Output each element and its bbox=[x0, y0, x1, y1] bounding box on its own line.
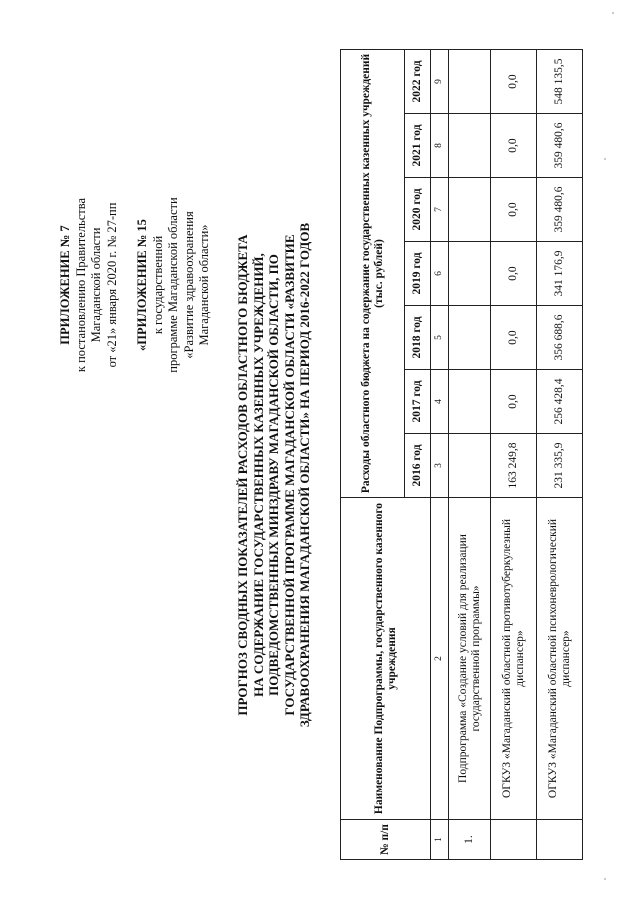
row-value: 0,0 bbox=[491, 242, 537, 306]
scan-speck bbox=[612, 12, 614, 14]
table-row bbox=[491, 50, 537, 860]
appendix-line: Магаданской области bbox=[89, 227, 103, 343]
appendix-line: «Развитие здравоохранения bbox=[181, 211, 196, 359]
row-value: 163 249,8 bbox=[491, 434, 537, 498]
row-name: ОГКУЗ «Магаданский областной противотуберкулезный диспансер» bbox=[491, 498, 537, 820]
column-number: 3 bbox=[431, 434, 449, 498]
appendix-line: к постановлению Правительства bbox=[73, 197, 88, 373]
column-number: 9 bbox=[431, 50, 449, 114]
row-name: ОГКУЗ «Магаданский областной психоневрологический диспансер» bbox=[537, 498, 583, 820]
scan-speck bbox=[604, 158, 606, 160]
row-value bbox=[449, 50, 491, 114]
row-value bbox=[449, 370, 491, 434]
table-row bbox=[449, 50, 491, 860]
scan-speck bbox=[604, 878, 606, 880]
row-value: 0,0 bbox=[491, 114, 537, 178]
column-number: 7 bbox=[431, 178, 449, 242]
column-number: 8 bbox=[431, 114, 449, 178]
row-value bbox=[449, 306, 491, 370]
year-header: 2018 год bbox=[405, 306, 431, 370]
row-value bbox=[449, 178, 491, 242]
heading-line: ГОСУДАРСТВЕННОЙ ПРОГРАММЕ МАГАДАНСКОЙ ОБЛАСТИ «РАЗВИТИЕ bbox=[281, 234, 297, 716]
row-num bbox=[491, 820, 537, 860]
appendix-line: программе Магаданской области bbox=[166, 197, 180, 373]
row-num: 1. bbox=[449, 820, 491, 860]
appendix-line: от «21» января 2020 г. № 27-пп bbox=[104, 202, 119, 368]
year-header: 2021 год bbox=[405, 114, 431, 178]
year-header: 2019 год bbox=[405, 242, 431, 306]
table-row bbox=[537, 50, 583, 860]
col-header-name: Наименование Подпрограммы, государственного казенного учреждения bbox=[341, 498, 431, 820]
year-header: 2017 год bbox=[405, 370, 431, 434]
appendix-title: ПРИЛОЖЕНИЕ № 7 bbox=[58, 225, 72, 345]
heading-line: НА СОДЕРЖАНИЕ ГОСУДАРСТВЕННЫХ КАЗЕННЫХ УЧРЕЖДЕНИЙ, bbox=[250, 253, 266, 697]
sub-appendix-title: «ПРИЛОЖЕНИЕ № 15 bbox=[135, 219, 149, 351]
row-value: 359 480,6 bbox=[537, 114, 583, 178]
row-value bbox=[449, 434, 491, 498]
document-heading bbox=[235, 155, 313, 795]
expenses-table bbox=[340, 49, 583, 860]
heading-line: ПРОГНОЗ СВОДНЫХ ПОКАЗАТЕЛЕЙ РАСХОДОВ ОБЛАСТНОГО БЮДЖЕТА bbox=[235, 234, 250, 716]
heading-line: ПОДВЕДОМСТВЕННЫХ МИНЗДРАВУ МАГАДАНСКОЙ ОБЛАСТИ, ПО bbox=[266, 254, 281, 696]
column-number: 1 bbox=[431, 820, 449, 860]
row-value: 359 480,6 bbox=[537, 178, 583, 242]
row-value: 356 688,6 bbox=[537, 306, 583, 370]
appendix-line: Магаданской области» bbox=[197, 224, 211, 346]
row-value bbox=[449, 114, 491, 178]
col-header-num: № п/п bbox=[341, 820, 431, 860]
year-header: 2022 год bbox=[405, 50, 431, 114]
row-value: 0,0 bbox=[491, 370, 537, 434]
year-header: 2016 год bbox=[405, 434, 431, 498]
column-number: 6 bbox=[431, 242, 449, 306]
column-number: 5 bbox=[431, 306, 449, 370]
row-num bbox=[537, 820, 583, 860]
col-header-expenses: Расходы областного бюджета на содержание государственных казенных учреждений (тыс. рублей) bbox=[341, 50, 405, 498]
year-header: 2020 год bbox=[405, 178, 431, 242]
row-value: 231 335,9 bbox=[537, 434, 583, 498]
row-value bbox=[449, 242, 491, 306]
row-value: 0,0 bbox=[491, 50, 537, 114]
row-value: 341 176,9 bbox=[537, 242, 583, 306]
heading-line: ЗДРАВООХРАНЕНИЯ МАГАДАНСКОЙ ОБЛАСТИ» НА ПЕРИОД 2016-2022 ГОДОВ bbox=[297, 222, 312, 728]
row-value: 0,0 bbox=[491, 178, 537, 242]
row-name: Подпрограмма «Создание условий для реализации государственной программы» bbox=[449, 498, 491, 820]
appendix-block bbox=[58, 165, 213, 405]
row-value: 548 135,5 bbox=[537, 50, 583, 114]
row-value: 0,0 bbox=[491, 306, 537, 370]
row-value: 256 428,4 bbox=[537, 370, 583, 434]
column-number: 4 bbox=[431, 370, 449, 434]
appendix-line: к государственной bbox=[150, 235, 165, 335]
column-number: 2 bbox=[431, 498, 449, 820]
